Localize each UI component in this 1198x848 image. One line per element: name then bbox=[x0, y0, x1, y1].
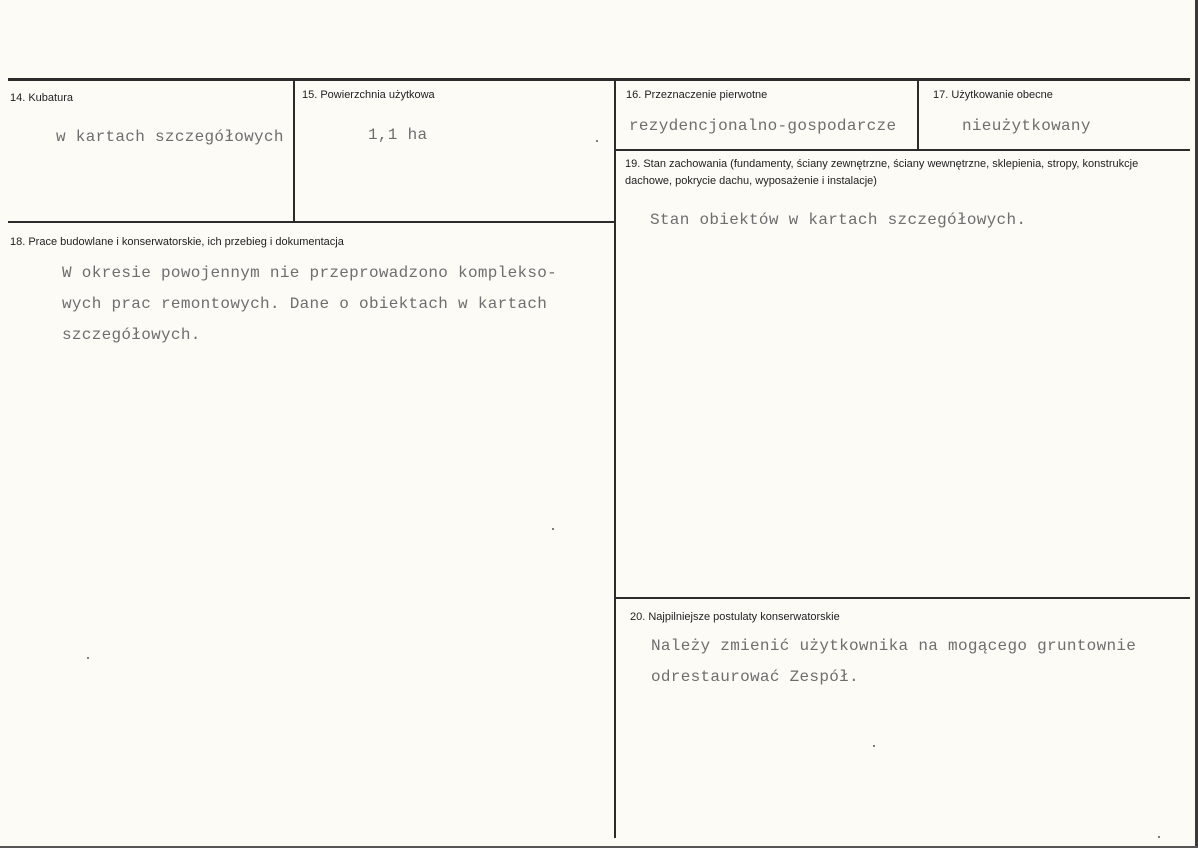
field-14-value: w kartach szczegółowych bbox=[56, 128, 284, 146]
rule-above-19 bbox=[616, 149, 1190, 151]
field-15-value: 1,1 ha bbox=[368, 126, 428, 144]
paper-speck bbox=[1158, 836, 1160, 838]
field-16-value: rezydencjonalno-gospodarcze bbox=[629, 117, 897, 135]
field-19-value: Stan obiektów w kartach szczegółowych. bbox=[650, 211, 1027, 229]
field-18-label: 18. Prace budowlane i konserwatorskie, ich przebieg i dokumentacja bbox=[10, 236, 344, 248]
paper-speck bbox=[596, 140, 598, 142]
divider-16-17 bbox=[917, 80, 919, 150]
rule-above-20 bbox=[616, 597, 1190, 599]
paper-speck bbox=[552, 528, 554, 530]
field-18-value: W okresie powojennym nie przeprowadzono komplekso- wych prac remontowych. Dane o obiektach w kartach szczegółowych. bbox=[62, 264, 558, 344]
paper-speck bbox=[873, 745, 875, 747]
rule-above-18 bbox=[8, 221, 616, 223]
field-15-label: 15. Powierzchnia użytkowa bbox=[302, 89, 435, 101]
field-19-label: 19. Stan zachowania (fundamenty, ściany zewnętrzne, ściany wewnętrzne, sklepienia, stropy, konstrukcje dachowe, pokrycie dachu, wyposażenie i instalacje) bbox=[625, 158, 1139, 187]
field-14-label: 14. Kubatura bbox=[10, 92, 73, 104]
top-rule bbox=[8, 78, 1190, 81]
field-16-label: 16. Przeznaczenie pierwotne bbox=[626, 89, 768, 101]
paper-speck bbox=[87, 657, 89, 659]
field-17-label: 17. Użytkowanie obecne bbox=[933, 89, 1053, 101]
field-20-label: 20. Najpilniejsze postulaty konserwatorskie bbox=[630, 611, 840, 623]
divider-left-right bbox=[614, 80, 616, 838]
field-20-value: Należy zmienić użytkownika na mogącego gruntownie odrestaurować Zespół. bbox=[651, 637, 1137, 686]
divider-14-15 bbox=[293, 80, 295, 222]
field-17-value: nieużytkowany bbox=[962, 117, 1091, 135]
